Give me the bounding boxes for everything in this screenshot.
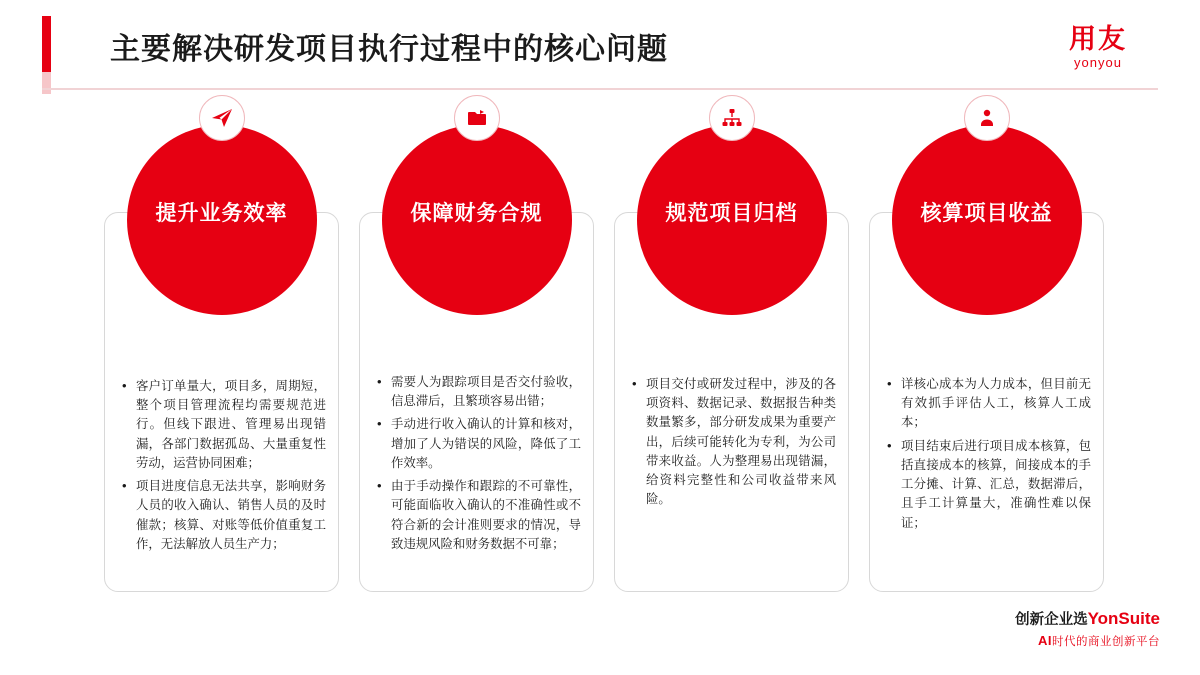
problem-card-1[interactable] [104, 202, 339, 592]
list-item: • 项目进度信息无法共享，影响财务人员的收入确认、销售人员的及时催款；核算、对账等低价值重复工作，无法解放人员生产力； [121, 477, 326, 554]
footer-ai-label: AI [1038, 633, 1052, 648]
problem-card-4[interactable] [869, 202, 1104, 592]
paper-plane-icon [199, 95, 245, 141]
card-title-3: 规范项目归档 [665, 202, 798, 225]
header-divider [42, 88, 1158, 90]
list-item: • 项目结束后进行项目成本核算，包括直接成本的核算，间接成本的手工分摊、计算、汇总，数据滞后，且手工计算量大，准确性难以保证； [886, 437, 1091, 533]
card-bullets-4 [886, 375, 1091, 537]
slide-footer [1015, 609, 1160, 649]
card-circle-3 [637, 125, 827, 315]
header-accent-bar-secondary [42, 72, 51, 94]
footer-tagline-prefix: 创新企业选 [1015, 611, 1088, 628]
footer-product-name: YonSuite [1087, 608, 1160, 628]
folder-icon [454, 95, 500, 141]
card-circle-2 [382, 125, 572, 315]
card-title-4: 核算项目收益 [920, 202, 1053, 225]
card-bullets-2 [376, 373, 581, 558]
list-item: • 客户订单量大，项目多，周期短，整个项目管理流程均需要规范进行。但线下跟进、管理易出现错漏，各部门数据孤岛、大量重复性劳动，运营协同困难； [121, 377, 326, 473]
list-item: • 由于手动操作和跟踪的不可靠性，可能面临收入确认的不准确性或不符合新的会计准则要求的情况，导致违规风险和财务数据不可靠； [376, 477, 581, 554]
footer-subtagline [1015, 633, 1160, 649]
list-item: • 需要人为跟踪项目是否交付验收，信息滞后，且繁琐容易出错； [376, 373, 581, 411]
brand-logo [1038, 26, 1158, 69]
page-title: 主要解决研发项目执行过程中的核心问题 [110, 33, 668, 66]
brand-name-en: yonyou [1074, 55, 1122, 70]
list-item: • 手动进行收入确认的计算和核对，增加了人为错误的风险，降低了工作效率。 [376, 415, 581, 473]
card-bullets-1 [121, 377, 326, 558]
card-title-1: 提升业务效率 [155, 202, 288, 225]
problem-card-3[interactable] [614, 202, 849, 592]
card-title-2: 保障财务合规 [410, 202, 543, 225]
list-item: • 项目交付或研发过程中，涉及的各项资料、数据记录、数据报告种类数量繁多，部分研发成果为重要产出，后续可能转化为专利，为公司带来收益。人为整理易出现错漏，给资料完整性和公司收益带来风险。 [631, 375, 836, 510]
card-circle-4 [892, 125, 1082, 315]
list-item: • 详核心成本为人力成本，但目前无有效抓手评估人工，核算人工成本； [886, 375, 1091, 433]
sitemap-icon [709, 95, 755, 141]
card-bullets-3 [631, 375, 836, 514]
brand-name-cn: 用友 [1069, 24, 1127, 54]
header-accent-bar [42, 16, 51, 72]
slide-header [0, 0, 1200, 90]
problem-card-2[interactable] [359, 202, 594, 592]
footer-tagline [1015, 609, 1160, 629]
person-icon [964, 95, 1010, 141]
problem-card-list [104, 202, 1104, 592]
card-circle-1 [127, 125, 317, 315]
footer-subtagline-rest: 时代的商业创新平台 [1052, 636, 1160, 648]
